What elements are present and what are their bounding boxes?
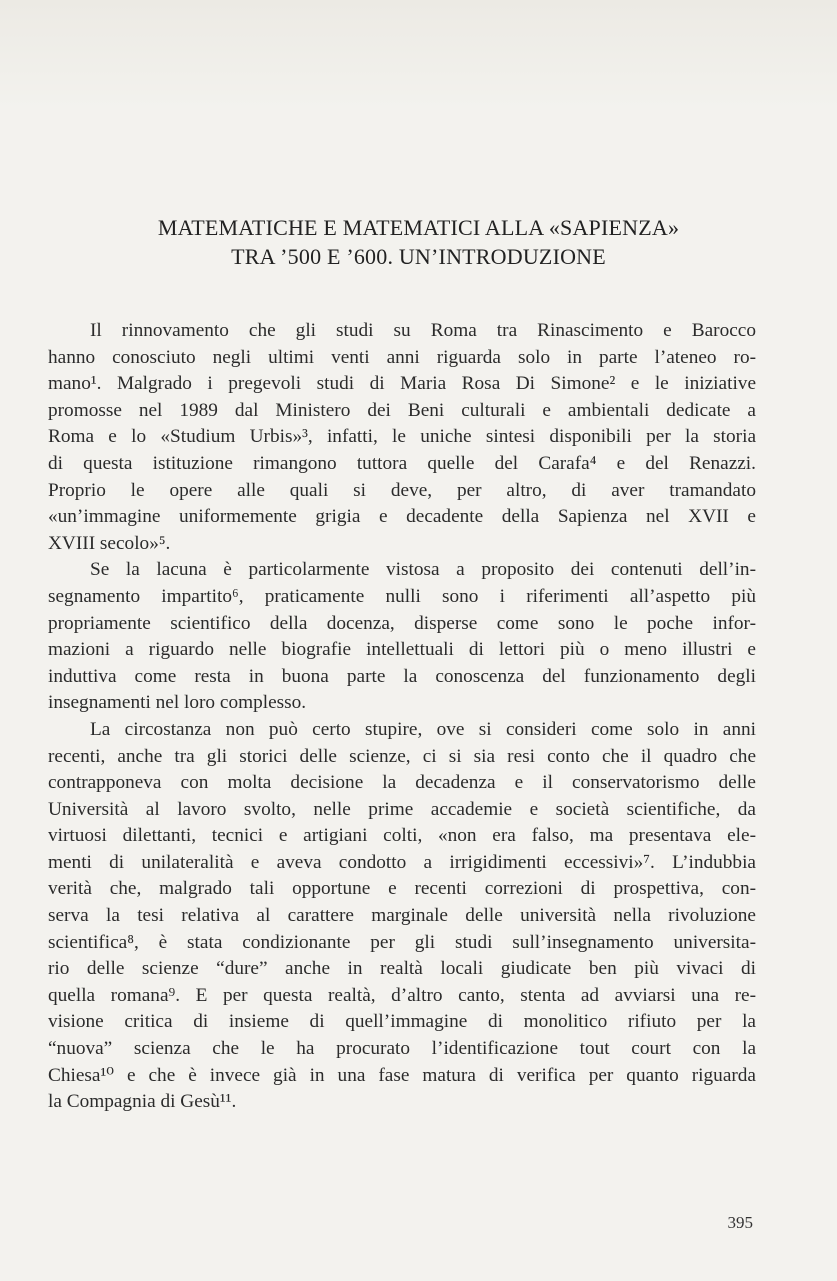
text-line: di questa istituzione rimangono tuttora quelle del Carafa⁴ e del Renazzi. (48, 452, 756, 474)
paragraph (48, 717, 756, 1116)
text-line: promosse nel 1989 dal Ministero dei Beni culturali e ambientali dedicate a (48, 399, 756, 421)
text-line: induttiva come resta in buona parte la conoscenza del funzionamento degli (48, 665, 756, 687)
text-line: menti di unilateralità e aveva condotto a irrigidimenti eccessivi»⁷. L’indubbia (48, 851, 756, 873)
text-line: La circostanza non può certo stupire, ove si consideri come solo in anni (90, 718, 756, 740)
page-number: 395 (727, 1213, 753, 1232)
show-through-shadow (0, 0, 837, 110)
chapter-title (60, 213, 777, 271)
text-line: propriamente scientifico della docenza, disperse come sono le poche infor- (48, 612, 756, 634)
title-line-2: TRA ’500 E ’600. UN’INTRODUZIONE (231, 244, 606, 269)
text-line: la Compagnia di Gesù¹¹. (48, 1091, 237, 1113)
text-line: XVIII secolo»⁵. (48, 532, 171, 554)
text-line: Proprio le opere alle quali si deve, per altro, di aver tramandato (48, 479, 756, 501)
paragraph (48, 318, 756, 557)
text-line: serva la tesi relativa al carattere marginale delle università nella rivoluzione (48, 905, 756, 927)
text-line: quella romana⁹. E per questa realtà, d’altro canto, stenta ad avviarsi una re- (48, 984, 756, 1006)
title-line-1: MATEMATICHE E MATEMATICI ALLA «SAPIENZA» (157, 215, 680, 240)
paragraph (48, 557, 756, 717)
text-line: verità che, malgrado tali opportune e recenti correzioni di prospettiva, con- (48, 878, 756, 900)
text-line: Roma e lo «Studium Urbis»³, infatti, le uniche sintesi disponibili per la storia (48, 426, 756, 448)
text-line: «un’immagine uniformemente grigia e decadente della Sapienza nel XVII e (48, 506, 756, 528)
text-line: visione critica di insieme di quell’immagine di monolitico rifiuto per la (48, 1011, 756, 1033)
text-line: Se la lacuna è particolarmente vistosa a proposito dei contenuti dell’in- (90, 559, 756, 581)
body-text (48, 318, 756, 1116)
text-line: contrapponeva con molta decisione la decadenza e il conservatorismo delle (48, 772, 756, 794)
text-line: “nuova” scienza che le ha procurato l’identificazione tout court con la (48, 1038, 756, 1060)
text-line: recenti, anche tra gli storici delle scienze, ci si sia resi conto che il quadro che (48, 745, 756, 767)
text-line: mano¹. Malgrado i pregevoli studi di Maria Rosa Di Simone² e le iniziative (48, 373, 756, 395)
text-line: Chiesa¹⁰ e che è invece già in una fase matura di verifica per quanto riguarda (48, 1064, 756, 1086)
text-line: insegnamenti nel loro complesso. (48, 692, 307, 714)
text-line: hanno conosciuto negli ultimi venti anni riguarda solo in parte l’ateneo ro- (48, 346, 756, 368)
text-line: mazioni a riguardo nelle biografie intellettuali di lettori più o meno illustri e (48, 639, 756, 661)
text-line: rio delle scienze “dure” anche in realtà locali giudicate ben più vivaci di (48, 958, 756, 980)
text-line: virtuosi dilettanti, tecnici e artigiani colti, «non era falso, ma presentava ele- (48, 825, 756, 847)
text-line: Il rinnovamento che gli studi su Roma tra Rinascimento e Barocco (90, 320, 756, 341)
text-line: Università al lavoro svolto, nelle prime accademie e società scientifiche, da (48, 798, 756, 820)
text-line: scientifica⁸, è stata condizionante per gli studi sull’insegnamento universita- (48, 931, 756, 953)
text-line: segnamento impartito⁶, praticamente nulli sono i riferimenti all’aspetto più (48, 585, 756, 607)
